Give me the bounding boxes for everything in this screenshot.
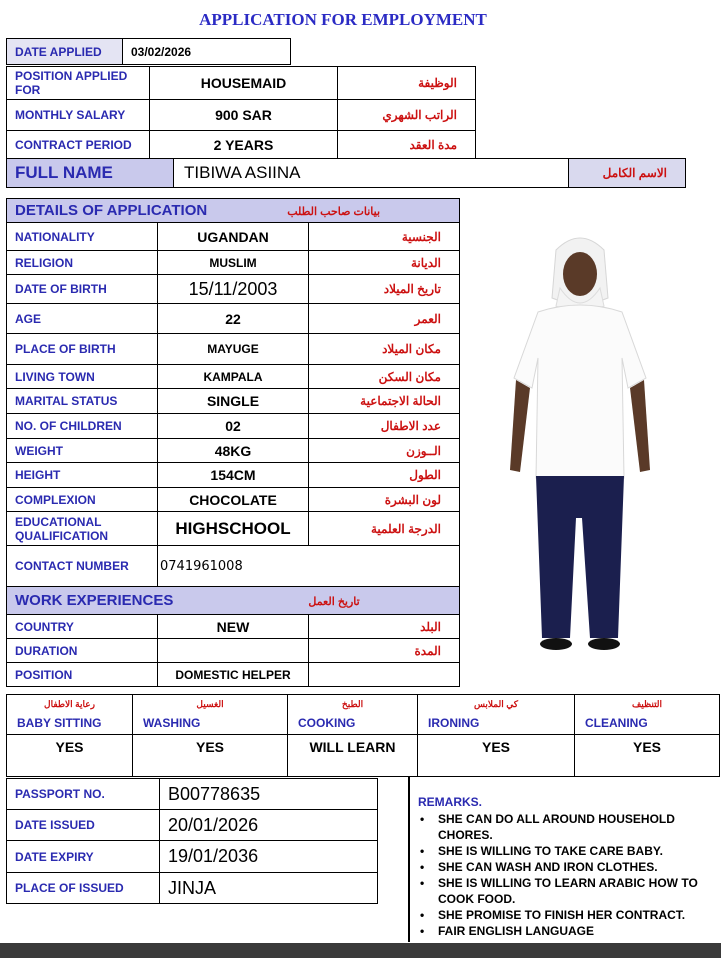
skill-baby-sitting-header [7, 695, 133, 735]
skill-baby-sitting-value: YES [7, 735, 133, 777]
bottom-bar [0, 943, 721, 958]
contract-period-value: 2 YEARS [150, 131, 338, 159]
date-expiry-label: DATE EXPIRY [7, 841, 160, 873]
passport-table [6, 778, 378, 904]
skill-cleaning-header [575, 695, 720, 735]
marital-status-arabic: الحالة الاجتماعية [309, 389, 460, 414]
applicant-photo [500, 228, 660, 660]
date-applied-label: DATE APPLIED [7, 39, 123, 65]
height-value: 154CM [158, 463, 309, 488]
children-label: NO. OF CHILDREN [7, 414, 158, 439]
date-of-birth-arabic: تاريخ الميلاد [309, 275, 460, 304]
place-of-birth-label: PLACE OF BIRTH [7, 334, 158, 365]
remark-item: • SHE PROMISE TO FINISH HER CONTRACT. [418, 907, 720, 923]
monthly-salary-arabic: الراتب الشهري [338, 100, 476, 131]
remarks-box [408, 776, 720, 942]
age-value: 22 [158, 304, 309, 334]
place-of-birth-arabic: مكان الميلاد [309, 334, 460, 365]
work-header [7, 587, 460, 615]
skill-cleaning-value: YES [575, 735, 720, 777]
living-town-arabic: مكان السكن [309, 365, 460, 389]
work-header-arabic: تاريخ العمل [308, 596, 360, 608]
marital-status-label: MARITAL STATUS [7, 389, 158, 414]
skill-ironing-header [418, 695, 575, 735]
work-position-label: POSITION [7, 663, 158, 687]
country-value: NEW [158, 615, 309, 639]
position-applied-label: POSITION APPLIED FOR [7, 67, 150, 100]
marital-status-value: SINGLE [158, 389, 309, 414]
passport-no-label: PASSPORT NO. [7, 779, 160, 810]
weight-arabic: الــوزن [309, 439, 460, 463]
duration-label: DURATION [7, 639, 158, 663]
remark-item: • SHE CAN WASH AND IRON CLOTHES. [418, 859, 720, 875]
complexion-value: CHOCOLATE [158, 488, 309, 512]
religion-label: RELIGION [7, 251, 158, 275]
contract-period-label: CONTRACT PERIOD [7, 131, 150, 159]
work-header-label: WORK EXPERIENCES [15, 592, 174, 609]
skill-cleaning-label: CLEANING [585, 716, 648, 730]
nationality-value: UGANDAN [158, 223, 309, 251]
remarks-list [418, 811, 720, 939]
children-arabic: عدد الاطفال [309, 414, 460, 439]
remark-item: • SHE CAN DO ALL AROUND HOUSEHOLD CHORES. [418, 811, 720, 843]
full-name-table [6, 158, 686, 188]
details-table [6, 198, 460, 687]
date-of-birth-label: DATE OF BIRTH [7, 275, 158, 304]
age-label: AGE [7, 304, 158, 334]
place-issued-label: PLACE OF ISSUED [7, 873, 160, 904]
passport-no-value: B00778635 [160, 779, 378, 810]
page-title: APPLICATION FOR EMPLOYMENT [199, 10, 487, 29]
place-of-birth-value: MAYUGE [158, 334, 309, 365]
contract-period-arabic: مدة العقد [338, 131, 476, 159]
nationality-arabic: الجنسية [309, 223, 460, 251]
duration-value [158, 639, 309, 663]
education-label: EDUCATIONAL QUALIFICATION [7, 512, 158, 546]
work-position-value: DOMESTIC HELPER [158, 663, 309, 687]
education-arabic: الدرجة العلمية [309, 512, 460, 546]
full-name-value: TIBIWA ASIINA [174, 159, 569, 188]
skill-ironing-label: IRONING [428, 716, 480, 730]
religion-value: MUSLIM [158, 251, 309, 275]
remark-item: • FAIR ENGLISH LANGUAGE [418, 923, 720, 939]
weight-value: 48KG [158, 439, 309, 463]
full-name-arabic: الاسم الكامل [569, 159, 686, 188]
nationality-label: NATIONALITY [7, 223, 158, 251]
details-header [7, 199, 460, 223]
date-applied-value: 03/02/2026 [123, 39, 291, 65]
height-arabic: الطول [309, 463, 460, 488]
date-of-birth-value: 15/11/2003 [158, 275, 309, 304]
skill-cooking-header [288, 695, 418, 735]
country-arabic: البلد [309, 615, 460, 639]
full-name-label: FULL NAME [7, 159, 174, 188]
skill-baby-sitting-label: BABY SITTING [17, 716, 102, 730]
height-label: HEIGHT [7, 463, 158, 488]
complexion-label: COMPLEXION [7, 488, 158, 512]
skill-cooking-value: WILL LEARN [288, 735, 418, 777]
date-issued-label: DATE ISSUED [7, 810, 160, 841]
children-value: 02 [158, 414, 309, 439]
date-applied-table [6, 38, 291, 65]
skill-washing-header [133, 695, 288, 735]
place-issued-value: JINJA [160, 873, 378, 904]
religion-arabic: الديانة [309, 251, 460, 275]
age-arabic: العمر [309, 304, 460, 334]
contact-number-label: CONTACT NUMBER [7, 546, 158, 587]
skills-table [6, 694, 720, 777]
skill-ironing-arabic: كي الملابس [473, 699, 519, 709]
position-applied-arabic: الوظيفة [338, 67, 476, 100]
position-applied-value: HOUSEMAID [150, 67, 338, 100]
skill-ironing-value: YES [418, 735, 575, 777]
contact-number-value: 0741961008 [158, 546, 460, 587]
work-position-arabic [309, 663, 460, 687]
date-issued-value: 20/01/2026 [160, 810, 378, 841]
skill-washing-value: YES [133, 735, 288, 777]
monthly-salary-label: MONTHLY SALARY [7, 100, 150, 131]
living-town-value: KAMPALA [158, 365, 309, 389]
remark-item: • SHE IS WILLING TO LEARN ARABIC HOW TO COOK FOOD. [418, 875, 720, 907]
skill-washing-label: WASHING [143, 716, 201, 730]
skill-baby-sitting-arabic: رعاية الاطفال [44, 699, 95, 709]
duration-arabic: المدة [309, 639, 460, 663]
remark-item: • SHE IS WILLING TO TAKE CARE BABY. [418, 843, 720, 859]
living-town-label: LIVING TOWN [7, 365, 158, 389]
country-label: COUNTRY [7, 615, 158, 639]
remarks-header: REMARKS. [418, 795, 483, 809]
skill-washing-arabic: الغسيل [196, 699, 224, 709]
weight-label: WEIGHT [7, 439, 158, 463]
complexion-arabic: لون البشرة [309, 488, 460, 512]
date-expiry-value: 19/01/2036 [160, 841, 378, 873]
skill-cooking-arabic: الطبخ [341, 699, 364, 709]
skill-cleaning-arabic: التنظيف [631, 699, 663, 709]
position-table [6, 66, 476, 159]
education-value: HIGHSCHOOL [158, 512, 309, 546]
skill-cooking-label: COOKING [298, 716, 356, 730]
monthly-salary-value: 900 SAR [150, 100, 338, 131]
details-header-arabic: بيانات صاحب الطلب [287, 206, 380, 218]
details-header-label: DETAILS OF APPLICATION [15, 202, 208, 219]
